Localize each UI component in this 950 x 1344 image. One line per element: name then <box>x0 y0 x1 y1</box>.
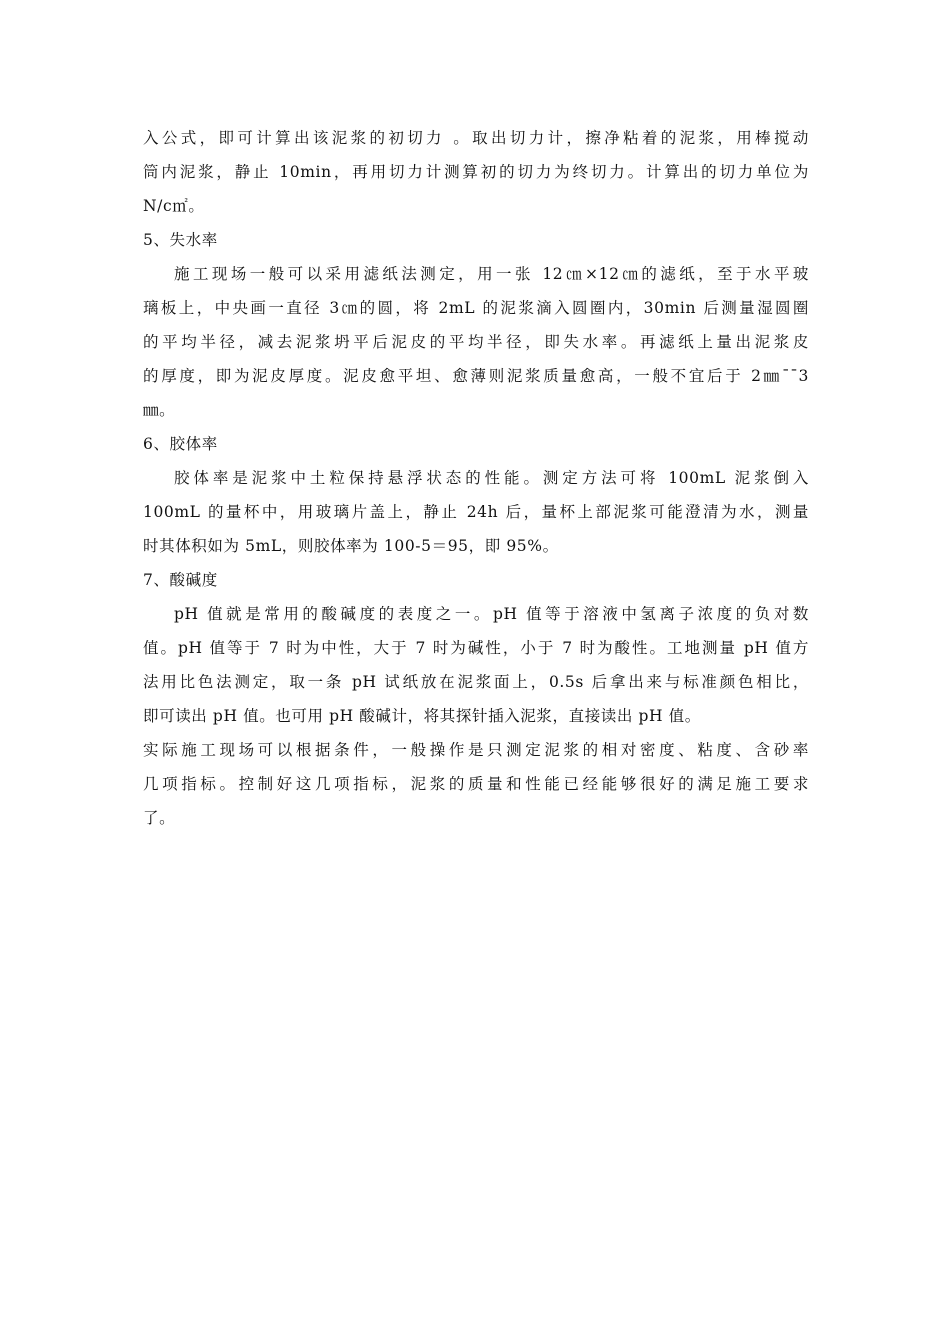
paragraph-line: 施工现场一般可以采用滤纸法测定，用一张 12㎝×12㎝的滤纸，至于水平玻 <box>174 265 809 283</box>
paragraph-line: 100mL 的量杯中，用玻璃片盖上，静止 24h 后，量杯上部泥浆可能澄清为水，测量 <box>143 503 809 521</box>
section-heading-water-loss: 5、失水率 <box>143 231 218 249</box>
paragraph-line: 值。pH 值等于 7 时为中性，大于 7 时为碱性，小于 7 时为酸性。工地测量 pH 值方 <box>143 639 809 657</box>
paragraph-line: 即可读出 pH 值。也可用 pH 酸碱计，将其探针插入泥浆，直接读出 pH 值。 <box>143 707 701 725</box>
paragraph-line: ㎜。 <box>143 401 176 419</box>
paragraph-line: 法用比色法测定，取一条 pH 试纸放在泥浆面上，0.5s 后拿出来与标准颜色相比， <box>143 673 809 691</box>
paragraph-line: 实际施工现场可以根据条件，一般操作是只测定泥浆的相对密度、粘度、含砂率 <box>143 741 809 759</box>
paragraph-line: N/c㎡。 <box>143 197 205 215</box>
paragraph-line: 璃板上，中央画一直径 3㎝的圆，将 2mL 的泥浆滴入圆圈内，30min 后测量湿圆圈 <box>143 299 809 317</box>
paragraph-line: pH 值就是常用的酸碱度的表度之一。pH 值等于溶液中氢离子浓度的负对数 <box>174 605 809 623</box>
section-heading-colloid-rate: 6、胶体率 <box>143 435 218 453</box>
document-body <box>143 121 809 835</box>
paragraph-line: 胶体率是泥浆中土粒保持悬浮状态的性能。测定方法可将 100mL 泥浆倒入 <box>174 469 809 487</box>
paragraph-line: 的平均半径，减去泥浆坍平后泥皮的平均半径，即失水率。再滤纸上量出泥浆皮 <box>143 333 809 351</box>
paragraph-line: 几项指标。控制好这几项指标，泥浆的质量和性能已经能够很好的满足施工要求 <box>143 775 809 793</box>
paragraph-line: 了。 <box>143 809 176 827</box>
paragraph-line: 筒内泥浆，静止 10min，再用切力计测算初的切力为终切力。计算出的切力单位为 <box>143 163 809 181</box>
paragraph-line: 的厚度，即为泥皮厚度。泥皮愈平坦、愈薄则泥浆质量愈高，一般不宜后于 2㎜¯¯3 <box>143 367 809 385</box>
paragraph-line: 时其体积如为 5mL，则胶体率为 100-5＝95，即 95%。 <box>143 537 559 555</box>
paragraph-line: 入公式，即可计算出该泥浆的初切力 。取出切力计，擦净粘着的泥浆，用棒搅动 <box>143 129 809 147</box>
section-heading-acidity: 7、酸碱度 <box>143 571 218 589</box>
